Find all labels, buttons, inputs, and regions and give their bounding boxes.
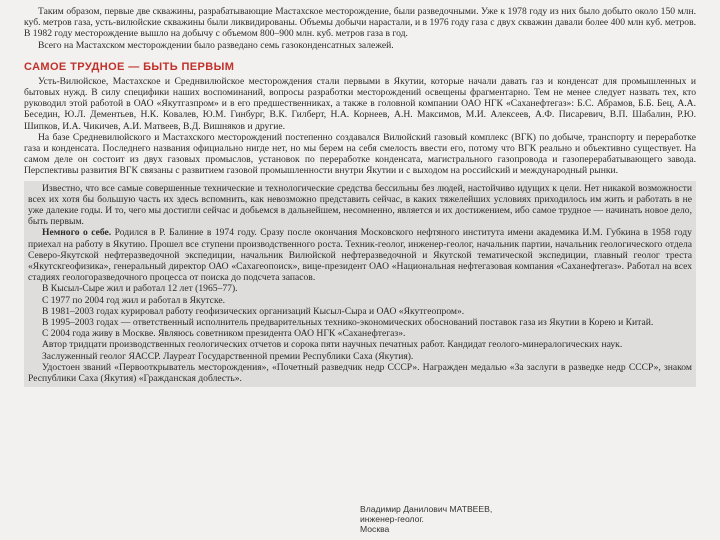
author-city: Москва xyxy=(360,524,390,535)
bio-box xyxy=(24,181,696,388)
bio-paragraph-1: Известно, что все самые совершенные технические и технологические средства бессильны без людей, настойчиво идущих к цели. Нет никакой возможности всех их хотя бы большую часть их здесь вспомнить, как невозможно представить сейчас, в каких тяжелейших условиях приходилось им жить и работать в не уже далекие годы. И то, чего мы достигли сейчас и добьемся в дальнейшем, несомненно, является и их достижением, ибо самое трудное — начинать новое дело, быть первым. xyxy=(28,182,692,228)
bio-paragraph-10: Удостоен званий «Первооткрыватель месторождения», «Почетный разведчик недр СССР». Награжден медалью «За заслуги в разведке недр СССР», знаком Республики Саха (Якутия) «Гражданская доблесть». xyxy=(28,361,692,385)
bio-paragraph-2 xyxy=(28,227,692,283)
section-paragraph-1: Усть-Вилюйское, Мастахское и Среднвилюйское месторождения стали первыми в Якутии, которые начали давать газ и конденсат для промышленных и бытовых нужд. В силу специфики наших воспоминаний, вопросы разработки месторождений освещены фрагментарно. Тем не менее следует назвать тех, кто руководил этой работой в ОАО «Якутгазпром» и в его предшественниках, а также в головной компании ОАО НГК «Саханефтегаз»: Б.С. Абрамов, Б.Б. Бец, А.А. Беседин, Ю.Л. Дементьев, Н.К. Ковалев, Ю.М. Гинбург, В.К. Гилберт, Н.А. Корнеев, А.Н. Максимов, М.И. Алексеев, А.Ф. Писаревич, В.П. Шабалин, Р.Ю. Шипков, И.А. Чикичев, А.И. Матвеев, В.Д. Вишняков и другие. xyxy=(24,75,696,132)
author-title: инженер-геолог. xyxy=(360,514,424,525)
bio-paragraph-6: В 1995–2003 годах — ответственный исполнитель предварительных технико-экономических обоснований поставок газа из Якутии в Корею и Китай. xyxy=(42,317,654,329)
bio-paragraph-9: Заслуженный геолог ЯАССР. Лауреат Государственной премии Республики Саха (Якутия). xyxy=(42,350,414,362)
section-heading: САМОЕ ТРУДНОЕ — БЫТЬ ПЕРВЫМ xyxy=(24,60,235,73)
bio-paragraph-7: С 2004 года живу в Москве. Являюсь советником президента ОАО НГК «Саханефтегаз». xyxy=(42,328,406,340)
intro-paragraph-2: Всего на Мастахском месторождении было разведано семь газоконденсатных залежей. xyxy=(38,39,394,51)
author-name: Владимир Данилович МАТВЕЕВ, xyxy=(360,504,493,514)
bio-paragraph-8: Автор тридцати производственных геологических отчетов и сорока пяти научных печатных работ. Кандидат геолого-минералогических наук. xyxy=(42,339,623,351)
bio-lead: Немного о себе. xyxy=(42,227,112,239)
section-paragraph-2: На базе Средневилюйского и Мастахского месторождений постепенно создавался Вилюйский газовый комплекс (ВГК) по добыче, транспорту и переработке газа и конденсата. Последнего названия официально нигде нет, но мы берем на себя смелость ввести его, потому что ВГК реально и объективно существует. На самом деле он состоит из двух газовых промыслов, установок по переработке конденсата, магистрального газопровода и газоперерабатывающего завода. Перспективы развития ВГК связаны с развитием газовой промышленности внутри Якутии и с выходом на российский и международный рынки. xyxy=(24,131,696,177)
author-signature xyxy=(360,504,492,535)
bio-paragraph-5: В 1981–2003 годах курировал работу геофизических организаций Кысыл-Сыра и ОАО «Якутгеопром». xyxy=(42,305,465,317)
intro-paragraph-1: Таким образом, первые две скважины, разрабатывающие Мастахское месторождение, были разведочными. Уже к 1978 году из них было добыто около 150 млн. куб. метров газа, усть-вилюйские скважины были ликвидированы. Объемы добычи нарастали, и в 1976 году газа с двух скважин давали более 400 млн куб. метров. В 1982 году месторождение вышло на добычу с объемом 800–900 млн. куб. метров газа в год. xyxy=(24,6,696,40)
bio-paragraph-3: В Кысыл-Сыре жил и работал 12 лет (1965–77). xyxy=(42,283,238,295)
bio-paragraph-2-body: Родился в Р. Балиние в 1974 году. Сразу после окончания Московского нефтяного института имени академика И.М. Губкина в 1958 году приехал на работу в Якутию. Прошел все ступени производственного роста. Техник-геолог, инженер-геолог, начальник партии, начальник геологического отдела Северо-Якутской нефтеразведочной экспедиции, начальник Вилюйской нефтеразведочной и Якутской тематической экспедиции, главный геолог треста «Якутскгеофизика», генеральный директор ОАО «Сахагеопоиск», вице-президент ОАО «Национальная нефтегазовая компания «Саханефтегаз». Работал на всех стадиях геологоразведочного процесса от поиска до подсчета запасов. xyxy=(28,227,692,284)
bio-paragraph-4: С 1977 по 2004 год жил и работал в Якутске. xyxy=(42,294,226,306)
